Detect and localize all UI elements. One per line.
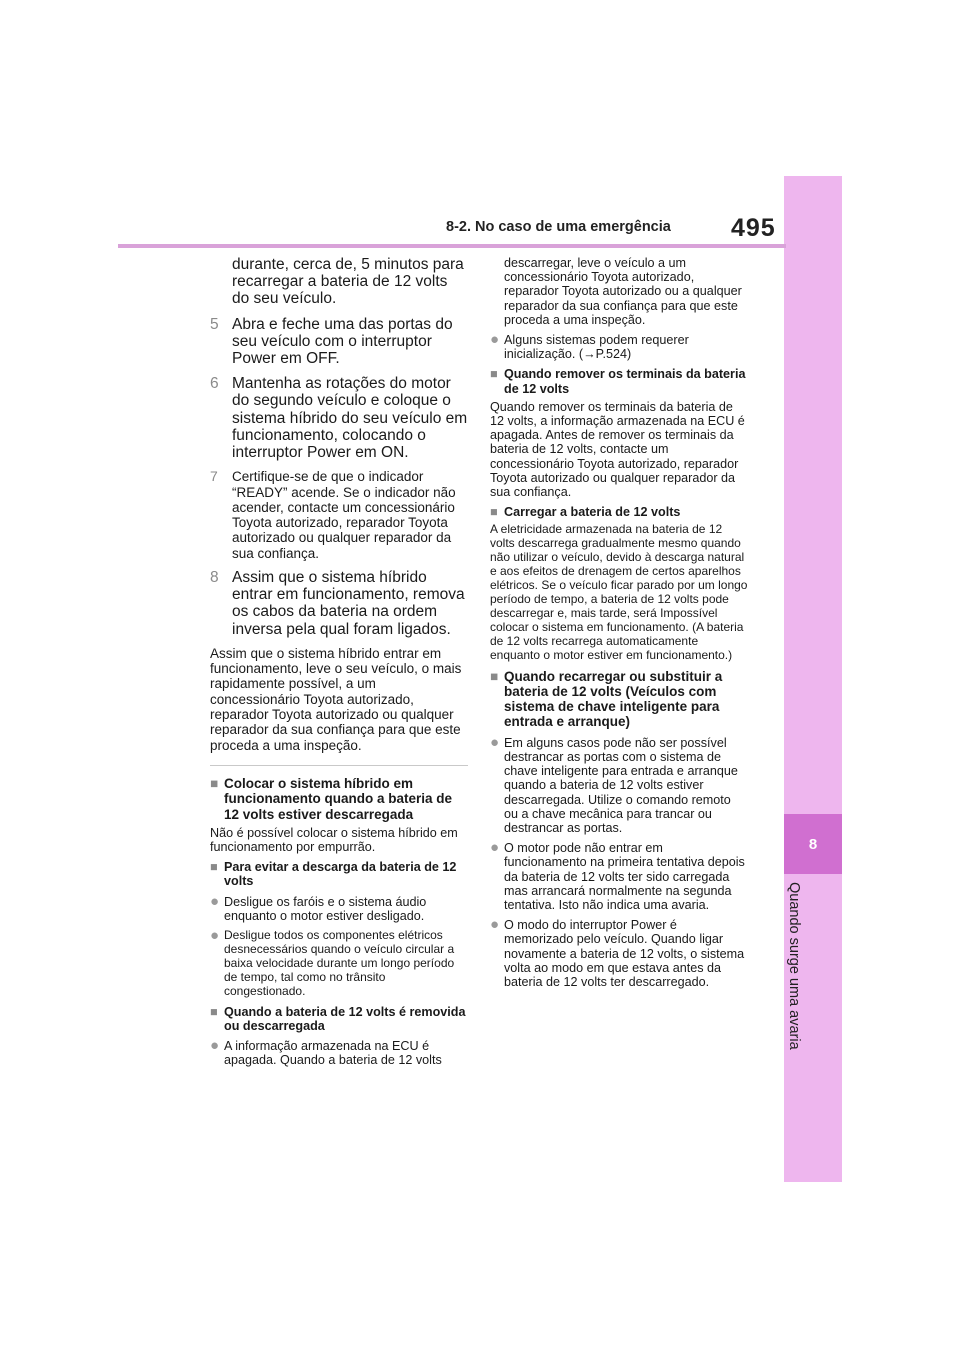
note-heading-text: Quando recarregar ou substituir a bateria de 12 volts (Veículos com sistema de chave inteligente para entrada e arranque)	[504, 668, 723, 730]
square-bullet-icon: ■	[210, 860, 218, 875]
note-heading-text: Carregar a bateria de 12 volts	[504, 505, 681, 520]
step-text: Mantenha as rotações do motor do segundo veículo e coloque o sistema híbrido do seu veículo em funcionamento, colocando o interruptor Power em ON.	[232, 375, 468, 462]
section-title: 8-2. No caso de uma emergência	[446, 219, 671, 235]
step-text: Certifique-se de que o indicador “READY” acende. Se o indicador não acender, contacte um concessionário Toyota autorizado, reparador Toyota autorizado ou qualquer reparador da sua confiança.	[232, 469, 456, 561]
round-bullet-icon: ●	[210, 892, 220, 910]
step-number: 7	[210, 468, 218, 485]
note-heading-prevent-discharge	[210, 860, 468, 888]
square-bullet-icon: ■	[210, 1004, 218, 1019]
left-column	[210, 252, 468, 1067]
list-item	[490, 841, 748, 912]
note-heading-jump-start	[210, 776, 468, 822]
page-number: 495	[731, 214, 776, 242]
note-body: Não é possível colocar o sistema híbrido em funcionamento por empurrão.	[210, 825, 458, 854]
list-item	[210, 892, 468, 923]
note-body: A eletricidade armazenada na bateria de 12 volts descarrega gradualmente mesmo quando não utilizar o veículo, devido à descarga natural e aos efeitos de drenagem de certos aparelhos elétricos. Se o veículo ficar parado por um longo período de tempo, a bateria de 12 volts pode descarregar e, mais tarde, será Impossível colocar o sistema em funcionamento. (A bateria de 12 volts recarrega automaticamente enquanto o motor estiver em funcionamento.)	[490, 522, 748, 662]
round-bullet-icon: ●	[490, 839, 500, 857]
square-bullet-icon: ■	[210, 775, 219, 791]
round-bullet-icon: ●	[490, 331, 500, 349]
list-item-text: Desligue os faróis e o sistema áudio enquanto o motor estiver desligado.	[224, 894, 427, 923]
step-number: 6	[210, 375, 219, 393]
list-item-text: Desligue todos os componentes elétricos desnecessários quando o veículo circular a baixa velocidade durante um longo período de tempo, tal como no trânsito congestionado.	[224, 928, 455, 998]
note-heading-remove-terminals	[490, 367, 748, 395]
list-item	[490, 733, 748, 835]
round-bullet-icon: ●	[490, 916, 500, 934]
list-item-text: A informação armazenada na ECU é apagada. Quando a bateria de 12 volts	[224, 1038, 442, 1068]
continued-step-text: durante, cerca de, 5 minutos para recarregar a bateria de 12 volts do seu veículo.	[232, 256, 464, 308]
chapter-side-label-text: Quando surge uma avaria	[786, 882, 802, 1050]
step-number: 5	[210, 315, 219, 333]
step-text: Abra e feche uma das portas do seu veículo com o interruptor Power em OFF.	[232, 315, 453, 368]
round-bullet-icon: ●	[490, 733, 500, 751]
section-divider	[210, 765, 468, 766]
right-column	[490, 256, 748, 989]
note-heading-removed-battery	[210, 1005, 468, 1033]
list-item-text: O modo do interruptor Power é memorizado pelo veículo. Quando ligar novamente a bateria de 12 volts, o sistema volta ao modo em que estava antes da bateria de 12 volts ter descarregado.	[504, 918, 745, 989]
square-bullet-icon: ■	[490, 505, 498, 520]
round-bullet-icon: ●	[210, 1036, 220, 1054]
list-item	[490, 333, 748, 361]
note-heading-text: Quando a bateria de 12 volts é removida ou descarregada	[224, 1004, 466, 1033]
step-7	[210, 469, 468, 561]
round-bullet-icon: ●	[210, 927, 220, 945]
step-6	[210, 375, 468, 461]
after-steps-paragraph: Assim que o sistema híbrido entrar em funcionamento, leve o seu veículo, o mais rapidamente possível, a um concessionário Toyota autorizado, reparador Toyota autorizado ou qualquer reparador da sua confiança para que este proceda a uma inspeção.	[210, 645, 462, 753]
step-number: 8	[210, 569, 219, 587]
step-5	[210, 316, 468, 368]
note-heading-charge-battery	[490, 505, 748, 519]
list-item	[210, 929, 468, 999]
note-heading-recharge-replace	[490, 669, 748, 730]
step-text: Assim que o sistema híbrido entrar em funcionamento, remova os cabos da bateria na ordem inversa pela qual foram ligados.	[232, 569, 465, 638]
note-heading-text: Colocar o sistema híbrido em funcionamento quando a bateria de 12 volts estiver descarregada	[224, 775, 453, 822]
list-item-text: Em alguns casos pode não ser possível destrancar as portas com o sistema de chave inteligente para entrada e arranque quando a bateria de 12 volts estiver descarregada. Utilize o comando remoto ou a chave mecânica para trancar ou destrancar as portas.	[504, 735, 738, 835]
list-item-text: O motor pode não entrar em funcionamento na primeira tentativa depois da bateria de 12 volts ter sido carregada mas arrancará normalmente na segunda tentativa. Isto não indica uma avaria.	[504, 841, 745, 912]
list-item	[490, 918, 748, 989]
header-rule	[118, 244, 786, 248]
square-bullet-icon: ■	[490, 668, 499, 684]
list-item-text: Alguns sistemas podem requerer inicialização. (→P.524)	[504, 333, 689, 362]
list-item	[210, 1036, 468, 1068]
continued-bullet-text: descarregar, leve o veículo a um concessionário Toyota autorizado, reparador Toyota autorizado ou a qualquer reparador da sua confiança para que este proceda a uma inspeção.	[504, 256, 742, 327]
note-heading-text: Para evitar a descarga da bateria de 12 volts	[224, 860, 457, 889]
square-bullet-icon: ■	[490, 367, 498, 382]
step-8	[210, 569, 468, 638]
note-heading-text: Quando remover os terminais da bateria de 12 volts	[504, 367, 746, 396]
chapter-number-tab: 8	[784, 814, 842, 874]
note-body: Quando remover os terminais da bateria de 12 volts, a informação armazenada na ECU é apagada. Antes de remover os terminais da bateria de 12 volts, contacte um concessionário Toyota autorizado, reparador Toyota autorizado ou qualquer reparador da sua confiança.	[490, 399, 745, 500]
